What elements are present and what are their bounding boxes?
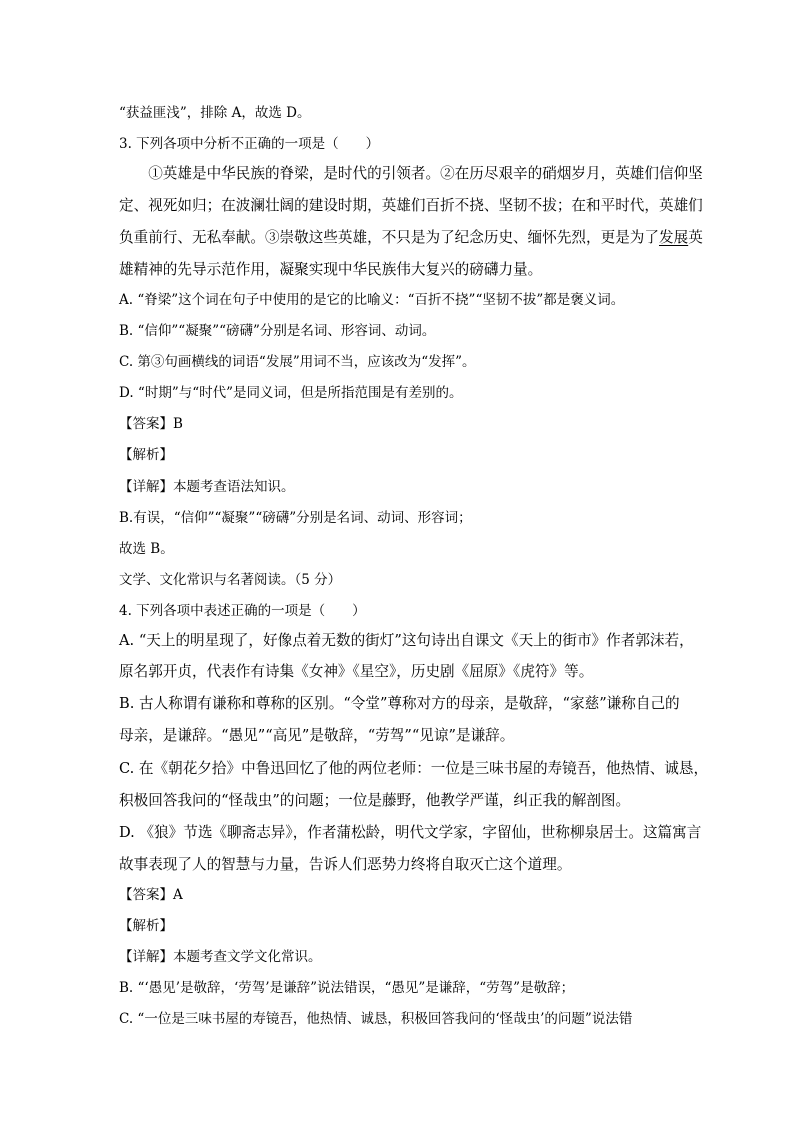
explanation-line: B. “‘愚见’是敬辞，‘劳驾’是谦辞”说法错误，“愚见”是谦辞，“劳驾”是敬辞； xyxy=(119,980,575,996)
option-c-cont: 积极回答我问的“怪哉虫”的问题；一位是藤野，他教学严谨，纠正我的解剖图。 xyxy=(119,792,631,809)
answer-label: 【答案】A xyxy=(119,887,183,903)
option-b: B. 古人称谓有谦称和尊称的区别。“令堂”尊称对方的母亲，是敬辞，“家慈”谦称自己的 xyxy=(119,695,680,712)
option-d: D. “时期”与“时代”是同义词，但是所指范围是有差别的。 xyxy=(119,385,463,401)
passage-line: ①英雄是中华民族的脊梁，是时代的引领者。②在历尽艰辛的硝烟岁月，英雄们信仰坚 xyxy=(119,165,703,182)
option-a: A. “天上的明星现了，好像点着无数的街灯”这句诗出自课文《天上的街市》作者郭沫若， xyxy=(119,632,694,649)
option-a: A. “脊梁”这个词在句子中使用的是它的比喻义：“百折不挠”“坚韧不拔”都是褒义词。 xyxy=(119,292,625,308)
option-d: D. 《狼》节选《聊斋志异》，作者蒲松龄，明代文学家，字留仙，世称柳泉居士。这篇寓言 xyxy=(119,824,702,841)
passage-text: 负重前行、无私奉献。③崇敬这些英雄，不只是为了纪念历史、缅怀先烈，更是为了 xyxy=(119,229,659,246)
analysis-label: 【解析】 xyxy=(119,918,173,934)
option-c: C. 在《朝花夕拾》中鲁迅回忆了他的两位老师：一位是三味书屋的寿镜吾，他热情、诚恳， xyxy=(119,760,709,777)
option-a-cont: 原名郭开贞，代表作有诗集《女神》《星空》，历史剧《屈原》《虎符》等。 xyxy=(119,663,594,680)
option-b: B. “信仰”“凝聚”“磅礴”分别是名词、形容词、动词。 xyxy=(119,323,436,339)
analysis-label: 【解析】 xyxy=(119,447,173,463)
passage-text: 英 xyxy=(688,229,703,246)
answer-label: 【答案】B xyxy=(119,416,183,432)
detail-label: 【详解】本题考查语法知识。 xyxy=(119,479,295,495)
underlined-word: 发展 xyxy=(658,229,689,246)
option-c: C. 第③句画横线的词语“发展”用词不当，应该改为“发挥”。 xyxy=(119,354,476,370)
text-line: “获益匪浅”，排除 A，故选 D。 xyxy=(119,105,311,121)
option-b-cont: 母亲，是谦辞。“愚见”“高见”是敬辞，“劳驾”“见谅”是谦辞。 xyxy=(119,727,515,744)
question-4-stem: 4. 下列各项中表述正确的一项是（ ） xyxy=(119,603,366,619)
explanation-line: B.有误，“信仰”“凝聚”“磅礴”分别是名词、动词、形容词； xyxy=(119,510,472,526)
question-3-stem: 3. 下列各项中分析不正确的一项是（ ） xyxy=(119,136,380,152)
explanation-line: C. “一位是三味书屋的寿镜吾，他热情、诚恳，积极回答我问的‘怪哉虫’的问题”说法错 xyxy=(119,1011,633,1027)
section-heading: 文学、文化常识与名著阅读。（5 分） xyxy=(119,572,342,588)
detail-label: 【详解】本题考查文学文化常识。 xyxy=(119,949,322,965)
passage-line: 定、视死如归；在波澜壮阔的建设时期，英雄们百折不挠、坚韧不拔；在和平时代，英雄们 xyxy=(119,197,703,214)
passage-line xyxy=(119,228,703,248)
passage-line: 雄精神的先导示范作用，凝聚实现中华民族伟大复兴的磅礴力量。 xyxy=(119,261,543,278)
conclusion-line: 故选 B。 xyxy=(119,541,174,557)
option-d-cont: 故事表现了人的智慧与力量，告诉人们恶势力终将自取灭亡这个道理。 xyxy=(119,856,572,873)
